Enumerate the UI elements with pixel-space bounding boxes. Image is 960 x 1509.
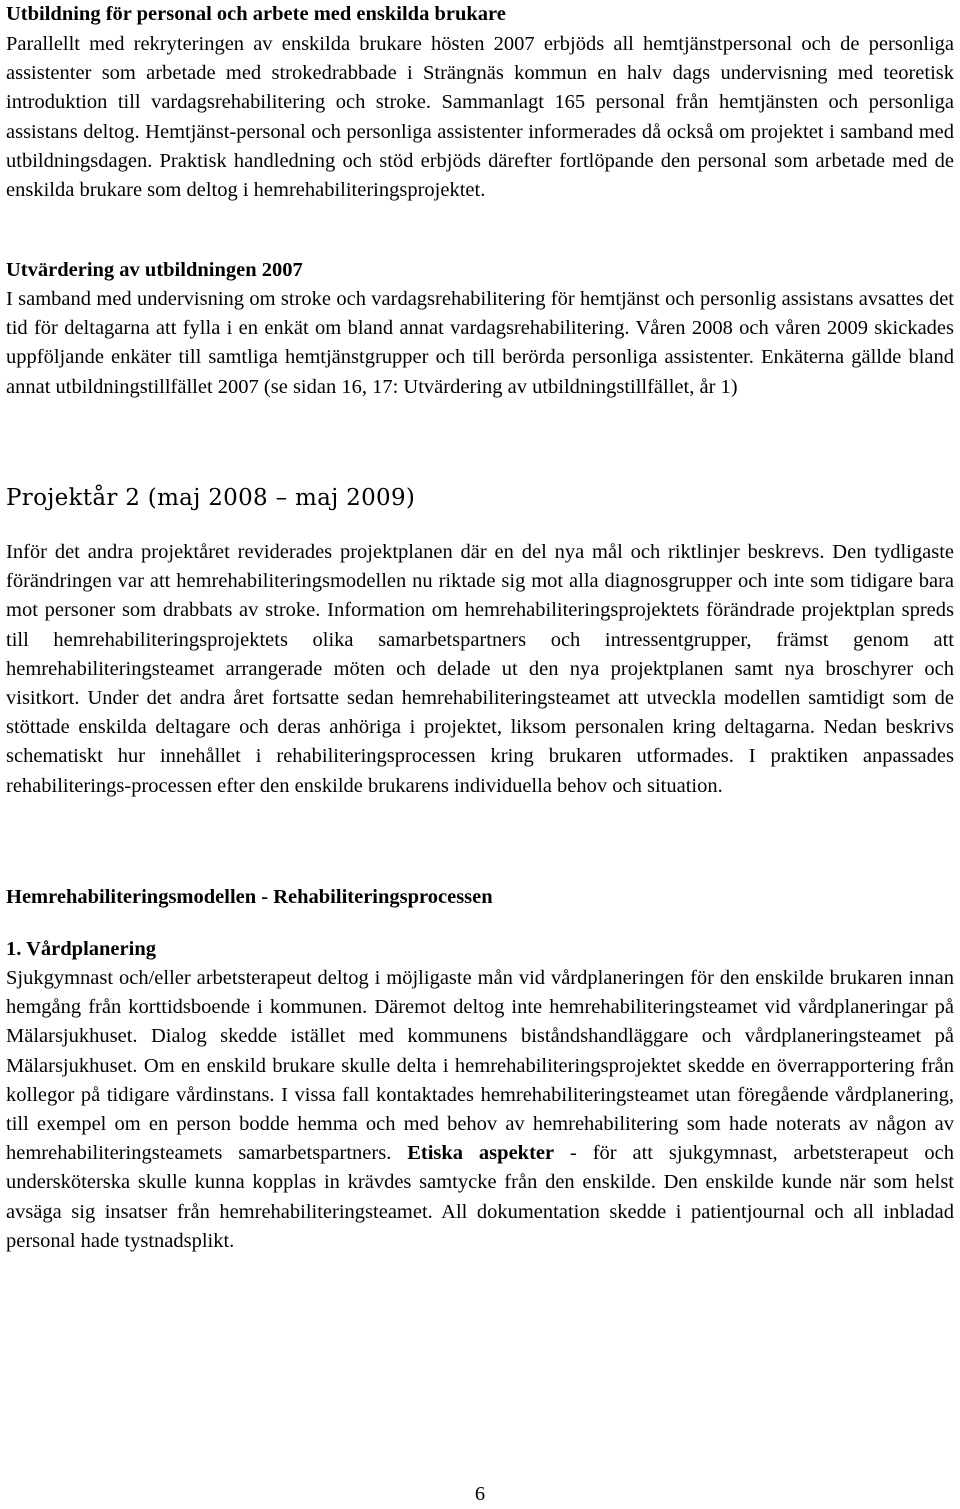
section-heading-evaluation: Utvärdering av utbildningen 2007 — [6, 259, 303, 281]
page-number: 6 — [474, 1483, 486, 1505]
project-year-heading: Projektår 2 (maj 2008 – maj 2009) — [6, 485, 416, 511]
section-heading-training: Utbildning för personal och arbete med enskilda brukare — [6, 3, 506, 25]
paragraph-training: Parallellt med rekryteringen av enskilda brukare hösten 2007 erbjöds all hemtjänstpersonal och de personliga assistenter som arbetade med strokedrabbade i Strängnäs kommun en halv dags undervisning med teoretisk introduktion till vardagsrehabilitering och stroke. Sammanlagt 165 personal från hemtjänsten och personliga assistans deltog. Hemtjänst-personal och personliga assistenter informerades då också om projektet i samband med utbildningsdagen. Praktisk handledning och stöd erbjöds därefter fortlöpande den personal som arbetade med de enskilda brukare som deltog i hemrehabiliteringsprojektet. — [6, 33, 954, 202]
care-planning-text-b: - för att sjukgymnast, arbetsterapeut och undersköterska skulle kunna kopplas in krävdes samtycke från den enskilde. Den enskilde kunde när som helst avsäga sig insatser från hemrehabiliteringsteamet. All dokumentation skedde i patientjournal och all inbladad personal hade tystnadsplikt. — [6, 1142, 954, 1252]
step-heading-care-planning: 1. Vårdplanering — [6, 938, 156, 960]
ethics-label: Etiska aspekter — [407, 1142, 555, 1165]
model-heading: Hemrehabiliteringsmodellen - Rehabiliteringsprocessen — [6, 886, 493, 908]
care-planning-text-a: Sjukgymnast och/eller arbetsterapeut deltog i möjligaste mån vid vårdplaneringen för den enskilde brukaren innan hemgång från korttidsboende i kommunen. Däremot deltog inte hemrehabiliteringsteamet vid vårdplaneringar på Mälarsjukhuset. Dialog skedde istället med kommunens biståndshandläggare och vårdplaneringsteamet på Mälarsjukhuset. Om en enskild brukare skulle delta i hemrehabiliteringsprojektet skedde en överrapportering från kollegor på tidigare vårdinstans. I vissa fall kontaktades hemrehabiliteringsteamet utan föregående vårdplanering, till exempel om en person bodde hemma och med behov av hemrehabilitering som hade noterats av någon av hemrehabiliteringsteamets samarbetspartners. — [6, 967, 954, 1165]
paragraph-care-planning — [6, 964, 954, 1256]
paragraph-evaluation: I samband med undervisning om stroke och vardagsrehabilitering för hemtjänst och personlig assistans avsattes det tid för deltagarna att fylla i en enkät om bland annat vardagsrehabilitering. Våren 2008 och våren 2009 skickades uppföljande enkäter till samtliga hemtjänstgrupper och till berörda personliga assistenter. Enkäterna gällde bland annat utbildningstillfället 2007 (se sidan 16, 17: Utvärdering av utbildningstillfället, år 1) — [6, 288, 954, 398]
paragraph-project-year: Inför det andra projektåret reviderades projektplanen där en del nya mål och riktlinjer beskrevs. Den tydligaste förändringen var att hemrehabiliteringsmodellen nu riktade sig mot alla diagnosgrupper och inte som tidigare bara mot personer som drabbats av stroke. Information om hemrehabiliteringsprojektets förändrade projektplan spreds till hemrehabiliteringsprojektets olika samarbetspartners och intressentgrupper, främst genom att hemrehabiliteringsteamet arrangerade möten och delade ut den nya projektplanen samt nya broschyrer och visitkort. Under det andra året fortsatte sedan hemrehabiliteringsteamet att utveckla modellen samtidigt som de stöttade enskilda deltagare och deras anhöriga i projektet, liksom personalen kring deltagarna. Nedan beskrivs schematiskt hur innehållet i rehabiliteringsprocessen kring brukaren utformades. I praktiken anpassades rehabiliterings-processen efter den enskilde brukarens individuella behov och situation. — [6, 541, 954, 797]
